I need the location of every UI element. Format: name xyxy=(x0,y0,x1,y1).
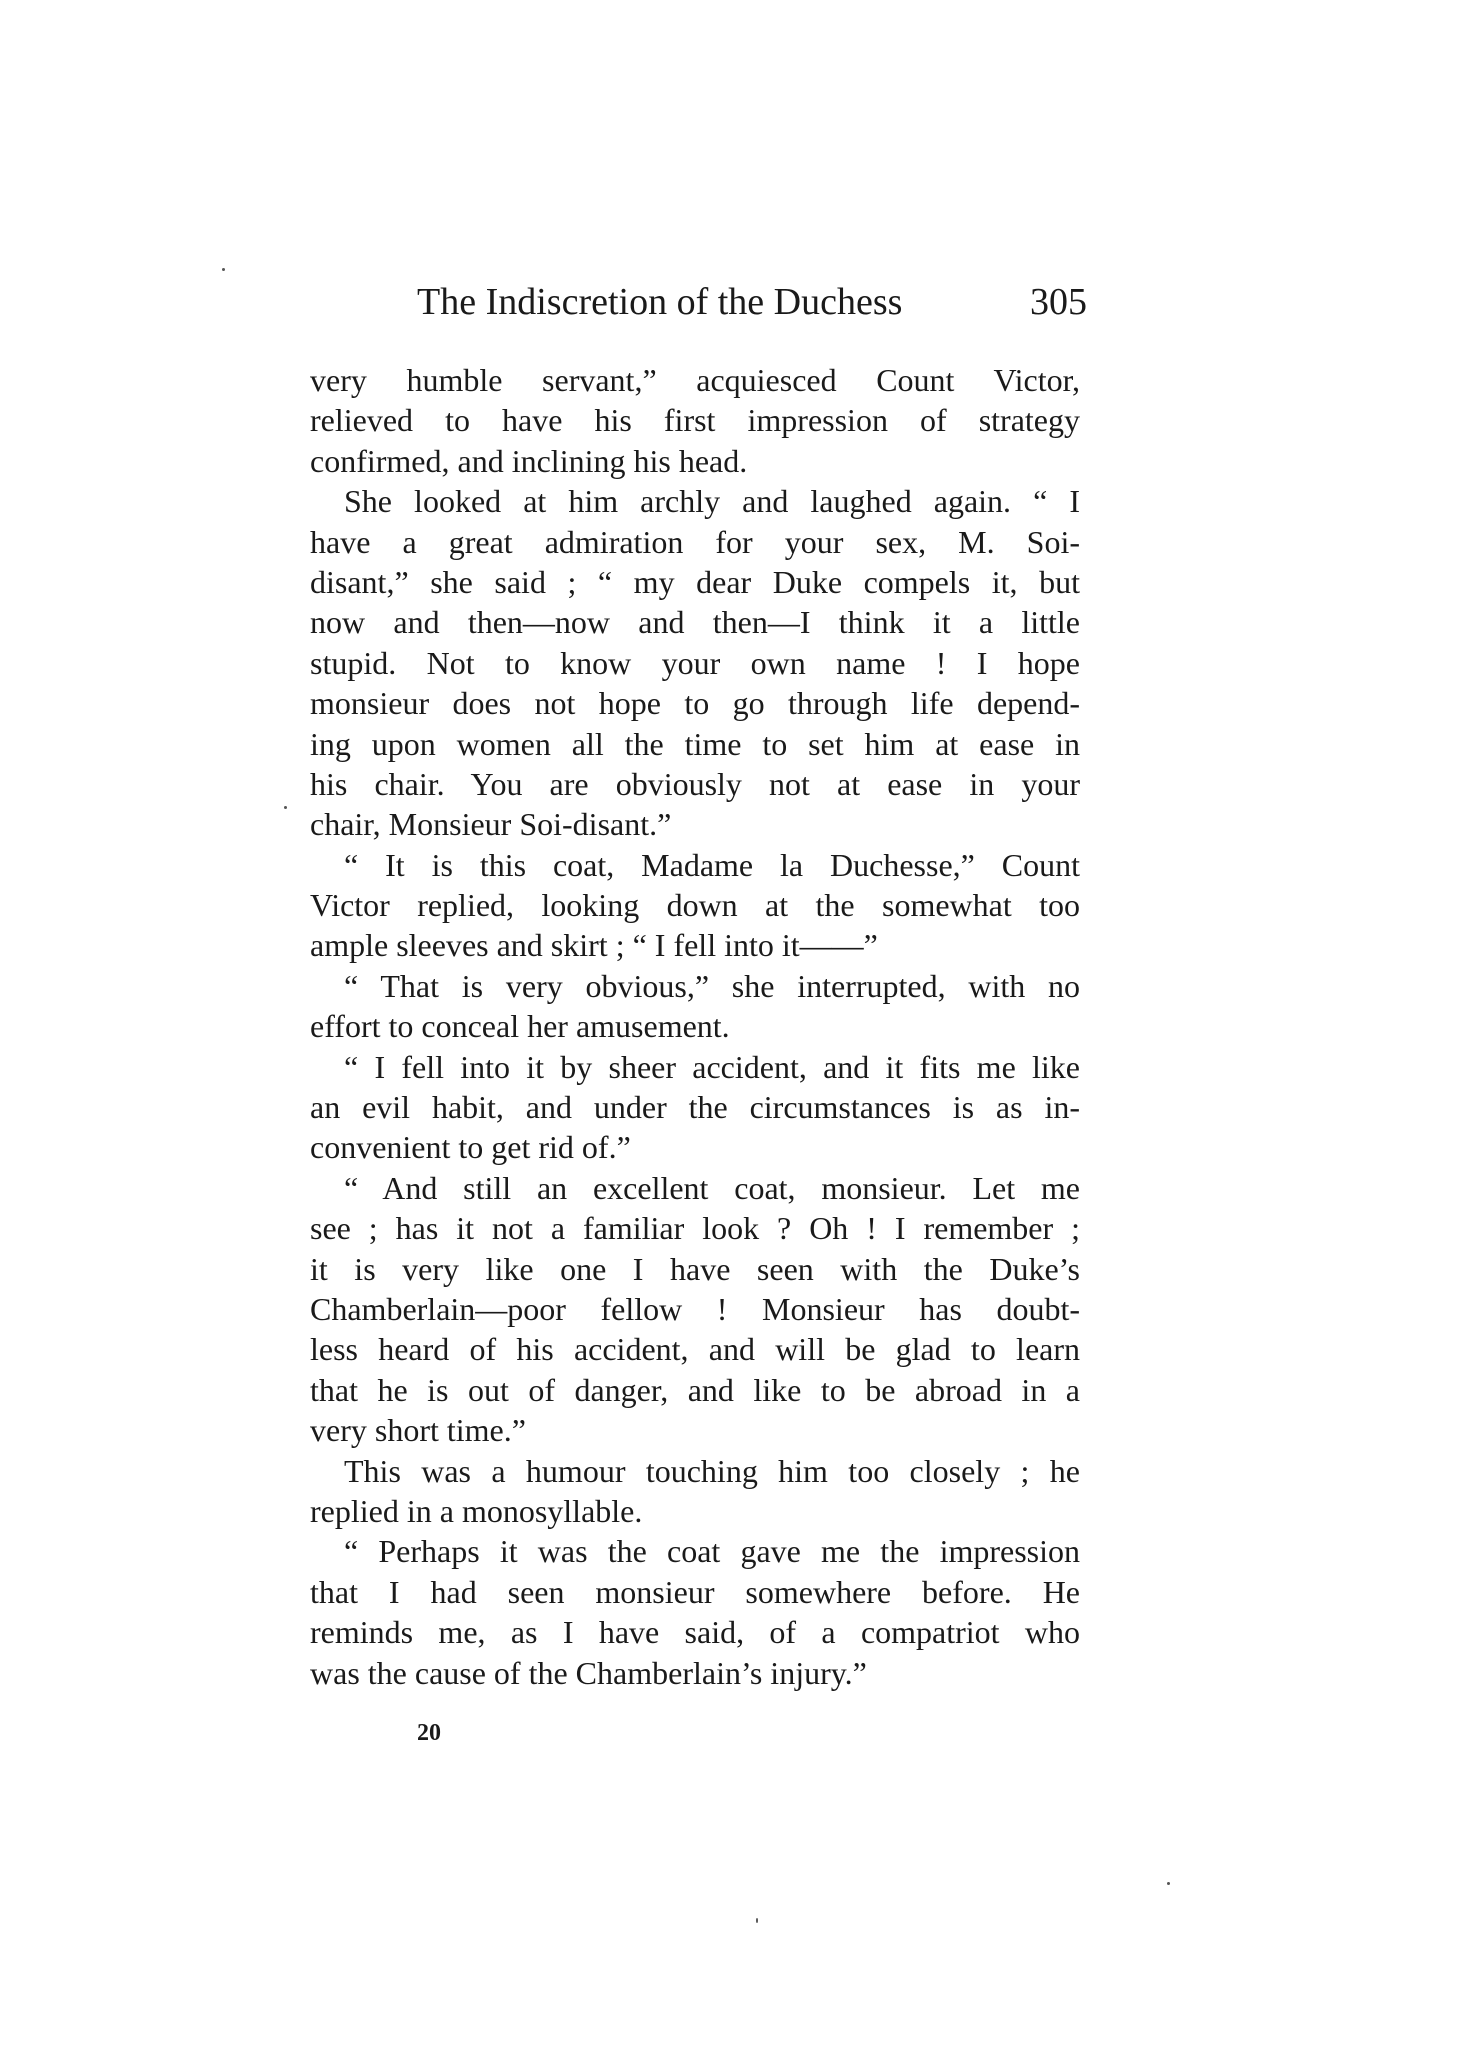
text-line: convenient to get rid of.” xyxy=(310,1129,631,1166)
text-line: disant,” she said ; “ my dear Duke compels it, but xyxy=(310,563,1080,600)
running-title: The Indiscretion of the Duchess xyxy=(417,281,903,323)
signature-mark: 20 xyxy=(417,1720,441,1746)
text-line: “ That is very obvious,” she interrupted, with no xyxy=(344,967,1080,1004)
text-line: This was a humour touching him too closely ; he xyxy=(344,1452,1080,1489)
text-line: “ And still an excellent coat, monsieur. Let me xyxy=(344,1169,1080,1206)
text-line: reminds me, as I have said, of a compatriot who xyxy=(310,1614,1080,1651)
text-line: less heard of his accident, and will be glad to learn xyxy=(310,1331,1080,1368)
text-line: monsieur does not hope to go through life depend- xyxy=(310,685,1080,722)
scan-speck xyxy=(756,1918,758,1923)
text-line: ample sleeves and skirt ; “ I fell into it——” xyxy=(310,927,878,964)
text-line: was the cause of the Chamberlain’s injury.” xyxy=(310,1654,867,1691)
text-line: that I had seen monsieur somewhere before. He xyxy=(310,1573,1080,1610)
text-line: it is very like one I have seen with the Duke’s xyxy=(310,1250,1080,1287)
scan-speck xyxy=(1167,1882,1170,1885)
text-line: now and then—now and then—I think it a little xyxy=(310,604,1080,641)
text-line: ing upon women all the time to set him at ease in xyxy=(310,725,1080,762)
text-line: see ; has it not a familiar look ? Oh ! I remember ; xyxy=(310,1210,1080,1247)
running-head xyxy=(417,272,1087,332)
scan-speck xyxy=(222,268,225,271)
text-line: very humble servant,” acquiesced Count Victor, xyxy=(310,362,1080,398)
text-line: Chamberlain—poor fellow ! Monsieur has doubt- xyxy=(310,1290,1080,1327)
text-line: replied in a monosyllable. xyxy=(310,1492,643,1529)
text-line: “ It is this coat, Madame la Duchesse,” Count xyxy=(344,846,1080,883)
text-line: She looked at him archly and laughed again. “ I xyxy=(344,483,1080,520)
text-line: stupid. Not to know your own name ! I hope xyxy=(310,644,1080,681)
text-line: confirmed, and inclining his head. xyxy=(310,442,748,479)
text-line: chair, Monsieur Soi-disant.” xyxy=(310,806,672,843)
text-line: very short time.” xyxy=(310,1412,526,1449)
text-line: “ Perhaps it was the coat gave me the impression xyxy=(344,1533,1080,1570)
text-line: “ I fell into it by sheer accident, and it fits me like xyxy=(344,1048,1080,1085)
scan-speck xyxy=(284,806,287,809)
text-line: Victor replied, looking down at the somewhat too xyxy=(310,887,1080,924)
text-line: relieved to have his first impression of strategy xyxy=(310,402,1080,439)
text-line: an evil habit, and under the circumstances is as in- xyxy=(310,1089,1080,1126)
text-line: his chair. You are obviously not at ease in your xyxy=(310,765,1080,802)
body-text xyxy=(310,360,1080,1693)
text-line: effort to conceal her amusement. xyxy=(310,1008,730,1045)
text-line: that he is out of danger, and like to be abroad in a xyxy=(310,1371,1080,1408)
text-line: have a great admiration for your sex, M. Soi- xyxy=(310,523,1080,560)
page-number: 305 xyxy=(1030,281,1087,323)
